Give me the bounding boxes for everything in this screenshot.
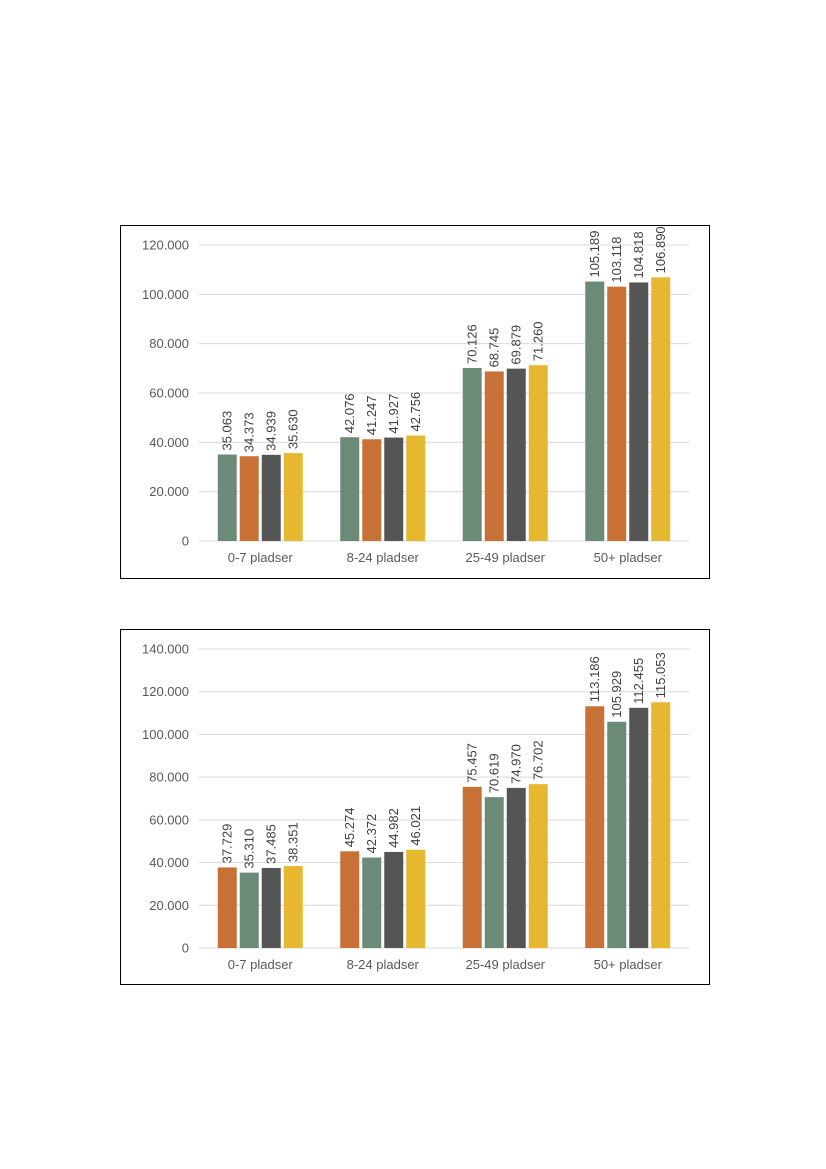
bar [262, 455, 281, 541]
data-label: 46.021 [408, 805, 424, 846]
y-tick-label: 20.000 [149, 897, 189, 913]
category-label: 50+ pladser [593, 957, 662, 972]
data-label: 70.126 [464, 324, 480, 365]
bar [485, 797, 504, 948]
bar [340, 437, 359, 541]
bar [629, 708, 648, 948]
bar [384, 852, 403, 948]
y-tick-label: 0 [181, 533, 189, 549]
bar [651, 277, 670, 541]
bar [629, 282, 648, 541]
y-tick-label: 100.000 [142, 286, 189, 302]
bar [218, 455, 237, 541]
data-label: 104.818 [631, 231, 647, 279]
data-label: 106.890 [653, 226, 669, 274]
bar [529, 365, 548, 541]
data-label: 42.372 [364, 813, 380, 854]
bar [240, 873, 259, 948]
y-tick-label: 100.000 [142, 726, 189, 742]
y-tick-label: 80.000 [149, 336, 189, 352]
data-label: 105.929 [609, 670, 625, 718]
data-label: 35.063 [219, 410, 235, 451]
category-label: 8-24 pladser [346, 957, 419, 972]
data-label: 37.485 [263, 824, 279, 864]
data-label: 35.310 [241, 828, 257, 869]
data-label: 105.189 [587, 230, 603, 278]
bar [507, 788, 526, 948]
data-label: 34.373 [241, 412, 257, 453]
chart-2-plot [121, 630, 709, 984]
bar [463, 368, 482, 541]
data-label: 45.274 [342, 807, 358, 848]
bar [218, 867, 237, 948]
data-label: 75.457 [464, 743, 480, 783]
data-label: 103.118 [609, 236, 625, 283]
y-tick-label: 40.000 [149, 434, 189, 450]
data-label: 69.879 [508, 324, 524, 365]
data-label: 68.745 [486, 327, 502, 368]
data-label: 113.186 [587, 656, 603, 703]
data-label: 41.927 [386, 393, 402, 434]
bar [607, 722, 626, 948]
category-label: 50+ pladser [593, 550, 662, 565]
category-label: 0-7 pladser [227, 550, 293, 565]
data-label: 44.982 [386, 808, 402, 848]
data-label: 115.053 [653, 652, 669, 699]
y-tick-label: 0 [181, 940, 189, 956]
data-label: 41.247 [364, 395, 380, 436]
bar [585, 282, 604, 541]
bar [262, 868, 281, 948]
bar [240, 456, 259, 541]
data-label: 70.619 [486, 753, 502, 794]
category-label: 8-24 pladser [346, 550, 419, 565]
data-label: 71.260 [530, 321, 546, 362]
y-tick-label: 40.000 [149, 855, 189, 871]
data-label: 34.939 [263, 411, 279, 451]
y-tick-label: 120.000 [142, 237, 189, 253]
data-label: 37.729 [219, 823, 235, 864]
chart-1-plot [121, 226, 709, 578]
data-label: 38.351 [285, 822, 301, 863]
bar [507, 369, 526, 541]
bar [485, 371, 504, 541]
y-tick-label: 60.000 [149, 385, 189, 401]
bar [651, 702, 670, 948]
chart-2 [120, 629, 710, 985]
y-tick-label: 20.000 [149, 484, 189, 500]
bar [284, 453, 303, 541]
bar [406, 850, 425, 948]
category-label: 25-49 pladser [465, 957, 545, 972]
data-label: 42.756 [408, 391, 424, 432]
bar [362, 858, 381, 948]
data-label: 112.455 [631, 657, 647, 704]
category-label: 25-49 pladser [465, 550, 545, 565]
chart-1 [120, 225, 710, 579]
bar [463, 787, 482, 948]
bar [362, 439, 381, 541]
bar [284, 866, 303, 948]
data-label: 35.630 [285, 409, 301, 450]
bar [529, 784, 548, 948]
category-label: 0-7 pladser [227, 957, 293, 972]
bar [406, 436, 425, 541]
bar [607, 287, 626, 541]
y-tick-label: 140.000 [142, 641, 189, 657]
data-label: 74.970 [508, 744, 524, 784]
bar [340, 851, 359, 948]
data-label: 76.702 [530, 740, 546, 781]
y-tick-label: 120.000 [142, 684, 189, 700]
y-tick-label: 80.000 [149, 769, 189, 785]
data-label: 42.076 [342, 393, 358, 434]
y-tick-label: 60.000 [149, 812, 189, 828]
bar [585, 706, 604, 948]
bar [384, 438, 403, 541]
